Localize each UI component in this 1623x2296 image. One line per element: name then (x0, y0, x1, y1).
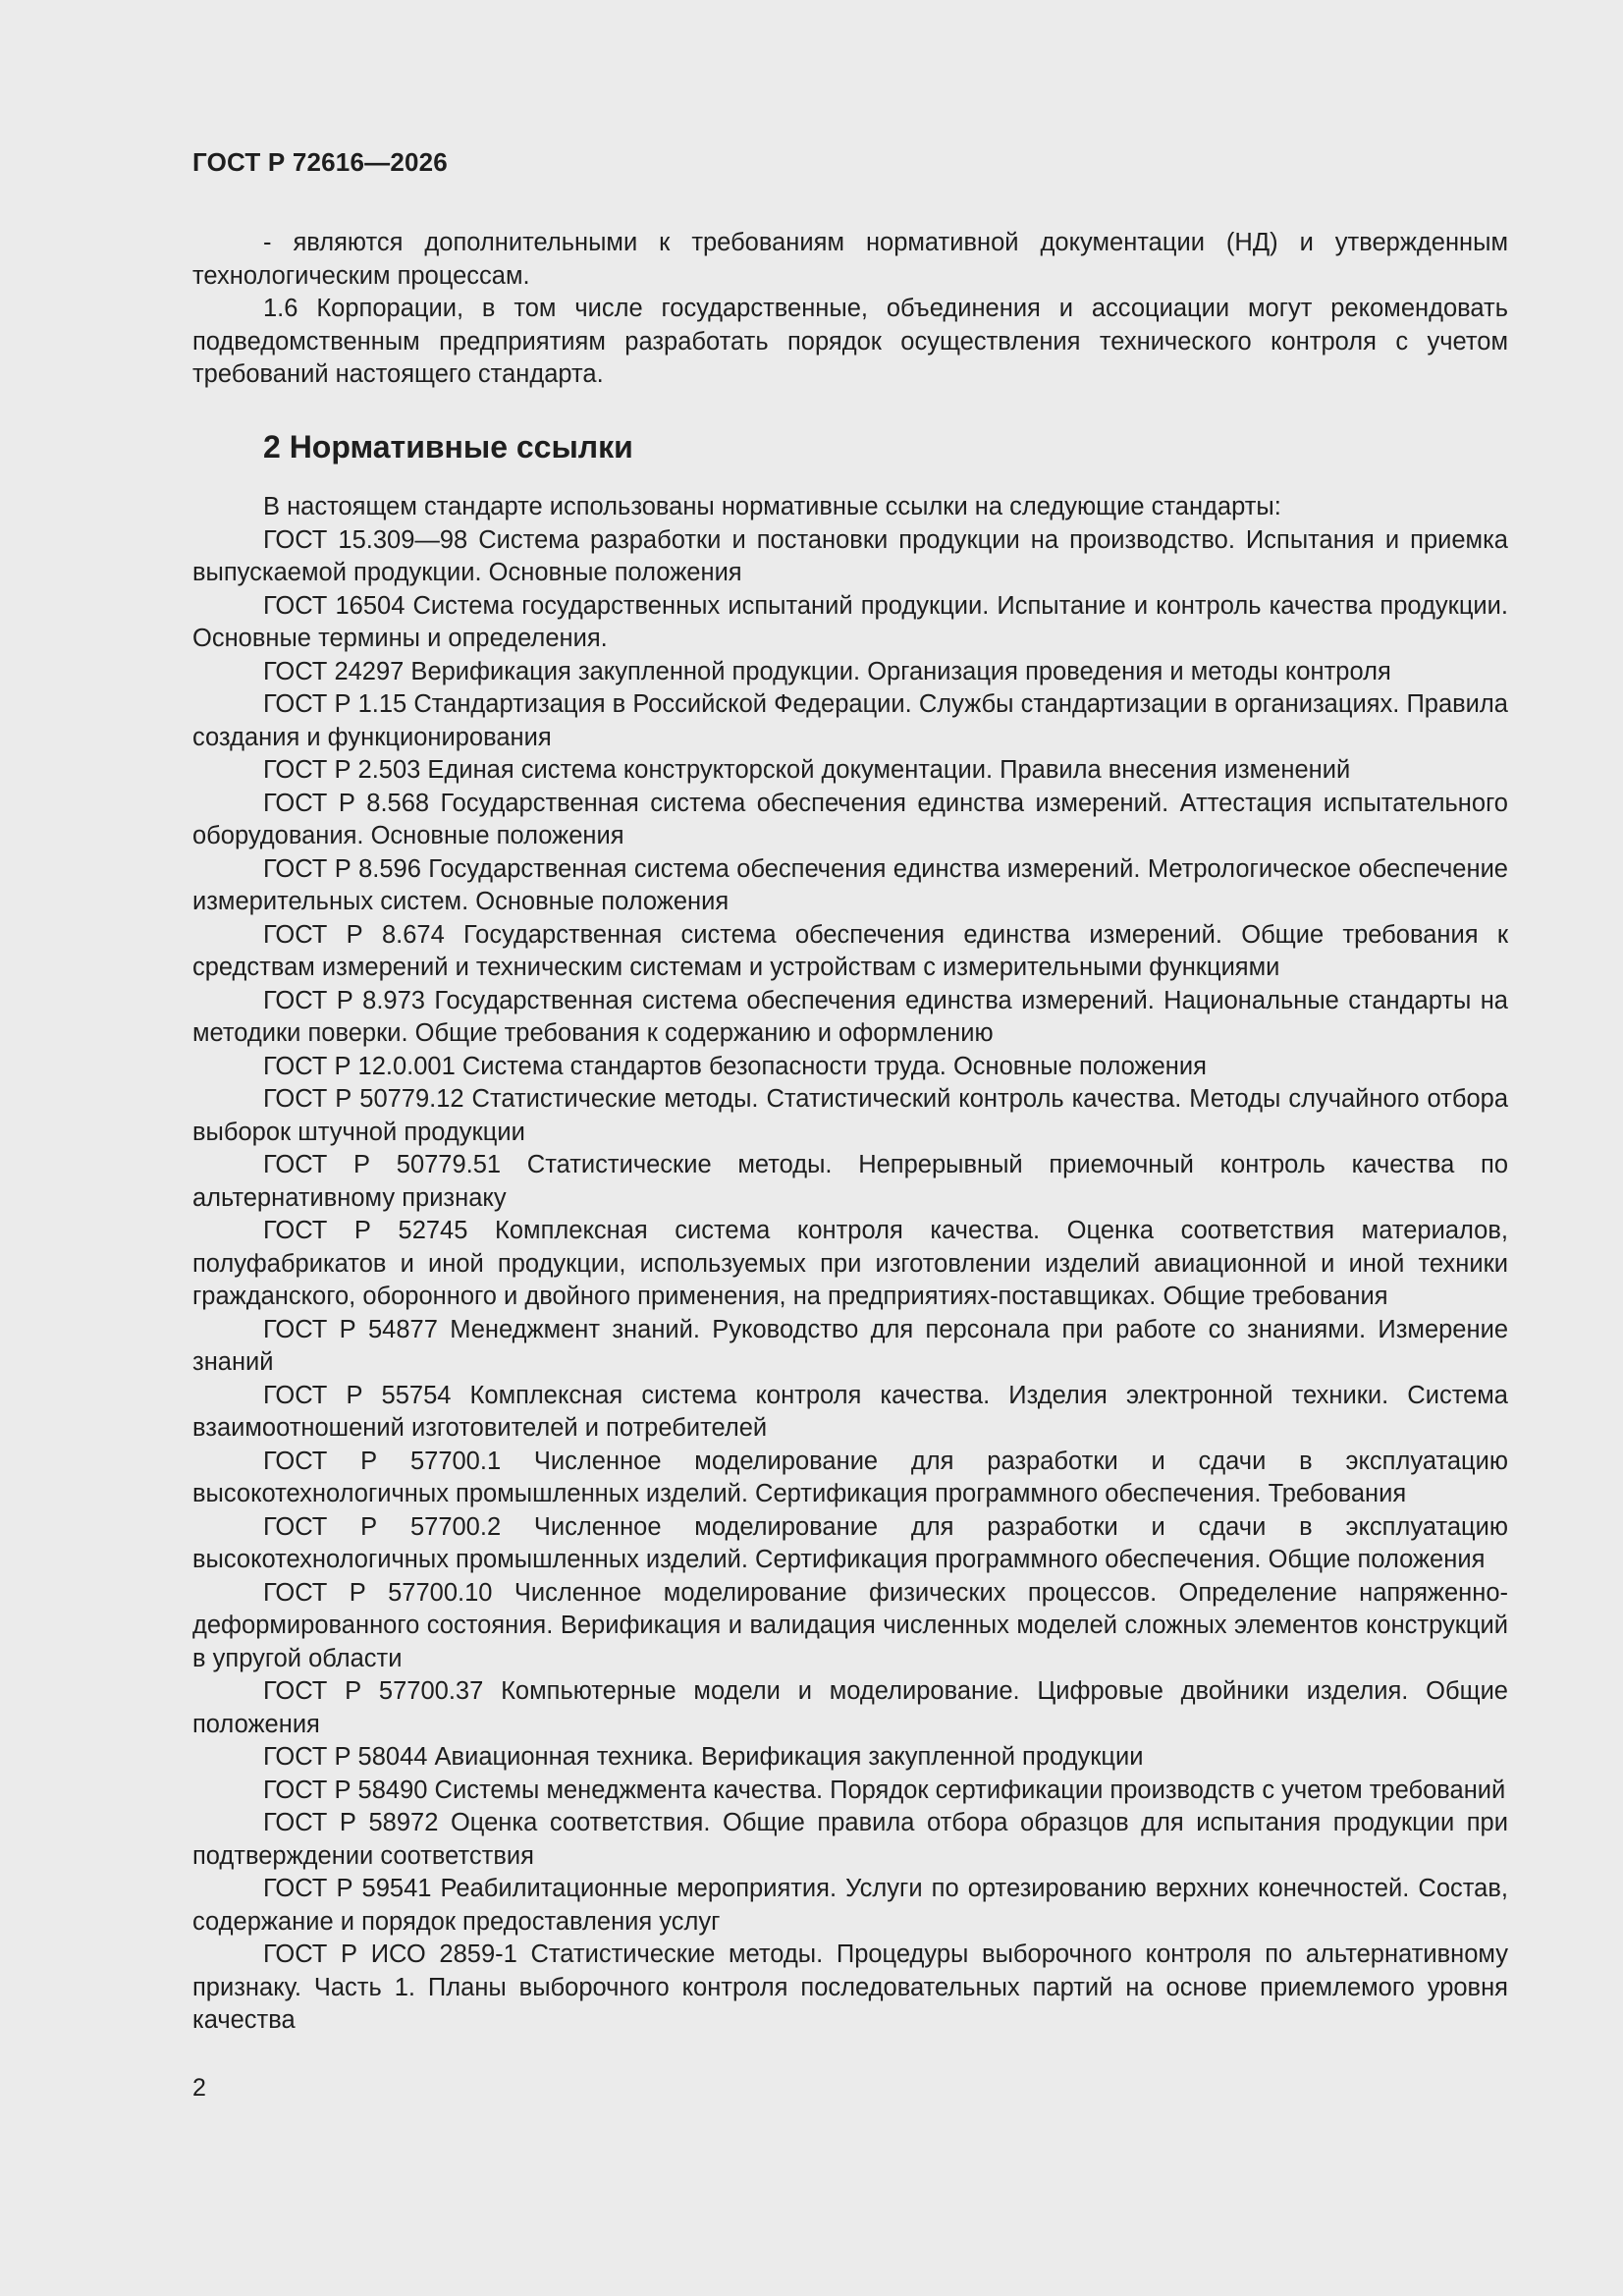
reference-item: ГОСТ Р 57700.2 Численное моделирование для разработки и сдачи в эксплуатацию высокотехнологичных промышленных изделий. Сертификация программного обеспечения. Общие положения (192, 1512, 1508, 1573)
intro-paragraph: 1.6 Корпорации, в том числе государственные, объединения и ассоциации могут рекомендовать подведомственным предприятиям разработать порядок осуществления технического контроля с учетом требований настоящего стандарта. (192, 295, 1508, 388)
reference-item: ГОСТ Р 58490 Системы менеджмента качества. Порядок сертификации производств с учетом требований (263, 1776, 1506, 1804)
reference-item: ГОСТ Р 55754 Комплексная система контроля качества. Изделия электронной техники. Система взаимоотношений изготовителей и потребителей (192, 1381, 1508, 1442)
reference-item: ГОСТ Р 58044 Авиационная техника. Верификация закупленной продукции (263, 1743, 1144, 1771)
intro-text (192, 227, 1508, 392)
reference-item: ГОСТ Р 59541 Реабилитационные мероприятия. Услуги по ортезированию верхних конечностей. Состав, содержание и порядок предоставления услуг (192, 1875, 1508, 1936)
reference-item: ГОСТ Р ИСО 2859-1 Статистические методы. Процедуры выборочного контроля по альтернативному признаку. Часть 1. Планы выборочного контроля последовательных партий на основе приемлемого уровня качества (192, 1941, 1508, 2034)
reference-item: ГОСТ Р 52745 Комплексная система контроля качества. Оценка соответствия материалов, полуфабрикатов и иной продукции, используемых при изготовлении изделий авиационной и иной техники гражданского, оборонного и двойного применения, на предприятиях-поставщиках. Общие требования (192, 1217, 1508, 1310)
reference-item: ГОСТ Р 1.15 Стандартизация в Российской Федерации. Службы стандартизации в организациях. Правила создания и функционирования (192, 690, 1508, 751)
reference-item: ГОСТ Р 57700.37 Компьютерные модели и моделирование. Цифровые двойники изделия. Общие положения (192, 1677, 1508, 1738)
reference-item: ГОСТ Р 57700.10 Численное моделирование физических процессов. Определение напряженно-деформированного состояния. Верификация и валидация численных моделей сложных элементов конструкций в упругой области (192, 1578, 1508, 1672)
page-number: 2 (192, 2074, 206, 2102)
reference-item: ГОСТ Р 2.503 Единая система конструкторской документации. Правила внесения изменений (263, 756, 1351, 784)
reference-item: ГОСТ Р 50779.12 Статистические методы. Статистический контроль качества. Методы случайного отбора выборок штучной продукции (192, 1085, 1508, 1146)
reference-item: ГОСТ 15.309—98 Система разработки и постановки продукции на производство. Испытания и приемка выпускаемой продукции. Основные положения (192, 525, 1508, 586)
reference-item: ГОСТ Р 8.973 Государственная система обеспечения единства измерений. Национальные стандарты на методики поверки. Общие требования к содержанию и оформлению (192, 986, 1508, 1047)
reference-item: ГОСТ Р 12.0.001 Система стандартов безопасности труда. Основные положения (263, 1052, 1207, 1080)
reference-item: ГОСТ Р 54877 Менеджмент знаний. Руководство для персонала при работе со знаниями. Измерение знаний (192, 1315, 1508, 1376)
section-lead: В настоящем стандарте использованы нормативные ссылки на следующие стандарты: (263, 493, 1281, 520)
references-list (192, 491, 1508, 2038)
document-header: ГОСТ Р 72616—2026 (192, 147, 448, 177)
intro-paragraph: - являются дополнительными к требованиям нормативной документации (НД) и утвержденным технологическим процессам. (192, 229, 1508, 290)
reference-item: ГОСТ 16504 Система государственных испытаний продукции. Испытание и контроль качества продукции. Основные термины и определения. (192, 591, 1508, 652)
section-heading: 2 Нормативные ссылки (263, 429, 633, 465)
reference-item: ГОСТ Р 8.568 Государственная система обеспечения единства измерений. Аттестация испытательного оборудования. Основные положения (192, 789, 1508, 849)
reference-item: ГОСТ Р 57700.1 Численное моделирование для разработки и сдачи в эксплуатацию высокотехнологичных промышленных изделий. Сертификация программного обеспечения. Требования (192, 1447, 1508, 1507)
reference-item: ГОСТ Р 50779.51 Статистические методы. Непрерывный приемочный контроль качества по альтернативному признаку (192, 1151, 1508, 1212)
reference-item: ГОСТ Р 8.596 Государственная система обеспечения единства измерений. Метрологическое обеспечение измерительных систем. Основные положения (192, 854, 1508, 915)
reference-item: ГОСТ Р 58972 Оценка соответствия. Общие правила отбора образцов для испытания продукции при подтверждении соответствия (192, 1809, 1508, 1870)
reference-item: ГОСТ 24297 Верификация закупленной продукции. Организация проведения и методы контроля (263, 657, 1391, 685)
reference-item: ГОСТ Р 8.674 Государственная система обеспечения единства измерений. Общие требования к средствам измерений и техническим системам и устройствам с измерительными функциями (192, 920, 1508, 981)
